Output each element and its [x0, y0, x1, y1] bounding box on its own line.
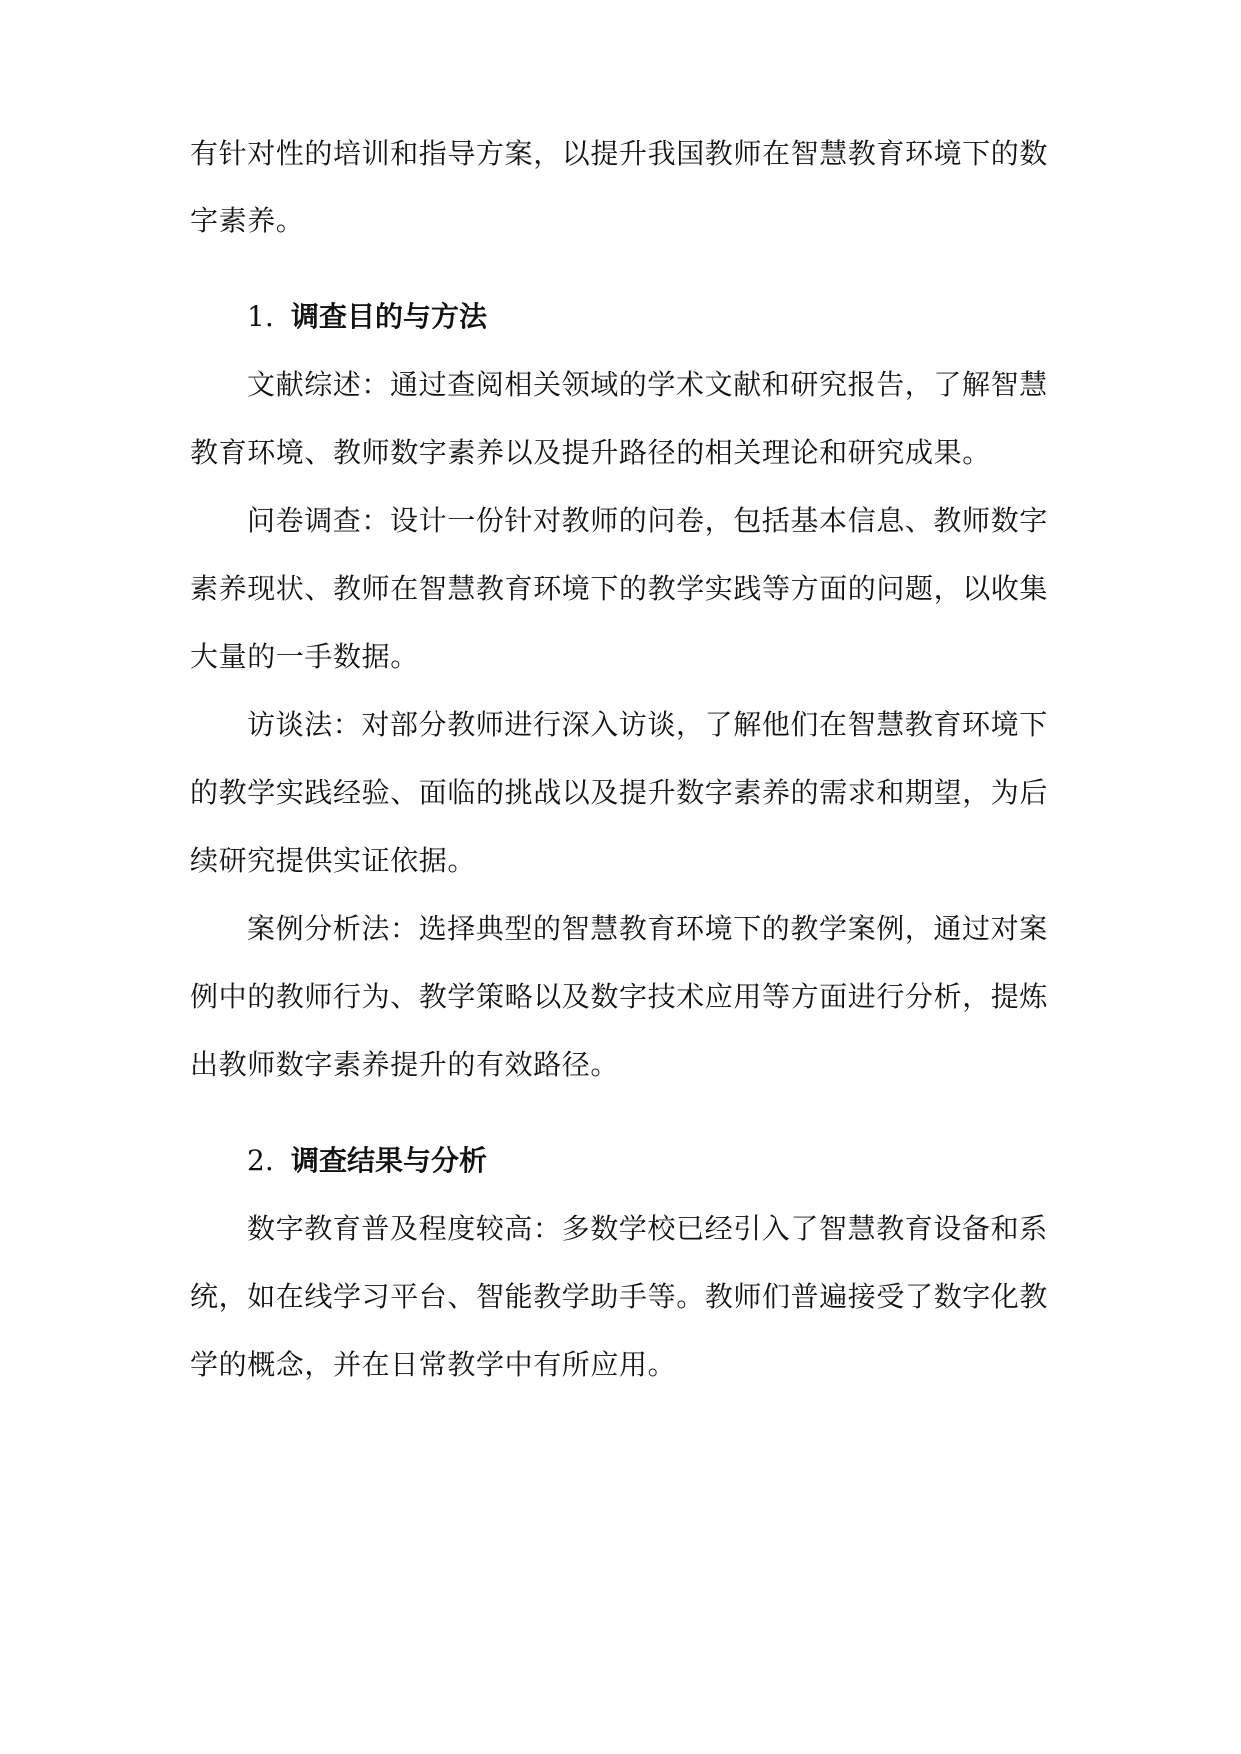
paragraph-line: 的教学实践经验、面临的挑战以及提升数字素养的需求和期望，为后: [190, 776, 1049, 809]
section-title: 调查结果与分析: [291, 1144, 488, 1177]
paragraph-line: 数字教育普及程度较高：多数学校已经引入了智慧教育设备和系: [247, 1212, 1048, 1245]
paragraph-line: 访谈法：对部分教师进行深入访谈，了解他们在智慧教育环境下: [247, 708, 1048, 741]
section-title: 调查目的与方法: [291, 300, 488, 333]
paragraph-line: 文献综述：通过查阅相关领域的学术文献和研究报告，了解智慧: [247, 368, 1048, 401]
paragraph-line: 素养现状、教师在智慧教育环境下的教学实践等方面的问题，以收集: [190, 572, 1049, 605]
paragraph-line: 统，如在线学习平台、智能教学助手等。教师们普遍接受了数字化教: [190, 1280, 1049, 1313]
section-heading-1: [247, 297, 487, 337]
paragraph-line: 问卷调查：设计一份针对教师的问卷，包括基本信息、教师数字: [247, 504, 1048, 537]
intro-line-2: 字素养。: [190, 204, 305, 237]
paragraph-line: 大量的一手数据。: [190, 640, 419, 673]
paragraph-line: 出教师数字素养提升的有效路径。: [190, 1048, 620, 1081]
section-heading-2: [247, 1141, 487, 1181]
paragraph-line: 续研究提供实证依据。: [190, 844, 477, 877]
paragraph-line: 例中的教师行为、教学策略以及数字技术应用等方面进行分析，提炼: [190, 980, 1049, 1013]
section-number: 2.: [247, 1144, 274, 1177]
section-number: 1.: [247, 300, 274, 333]
paragraph-line: 教育环境、教师数字素养以及提升路径的相关理论和研究成果。: [190, 436, 991, 469]
paragraph-line: 学的概念，并在日常教学中有所应用。: [190, 1348, 677, 1381]
intro-line-1: 有针对性的培训和指导方案，以提升我国教师在智慧教育环境下的数: [190, 137, 1049, 170]
paragraph-line: 案例分析法：选择典型的智慧教育环境下的教学案例，通过对案: [247, 912, 1048, 945]
